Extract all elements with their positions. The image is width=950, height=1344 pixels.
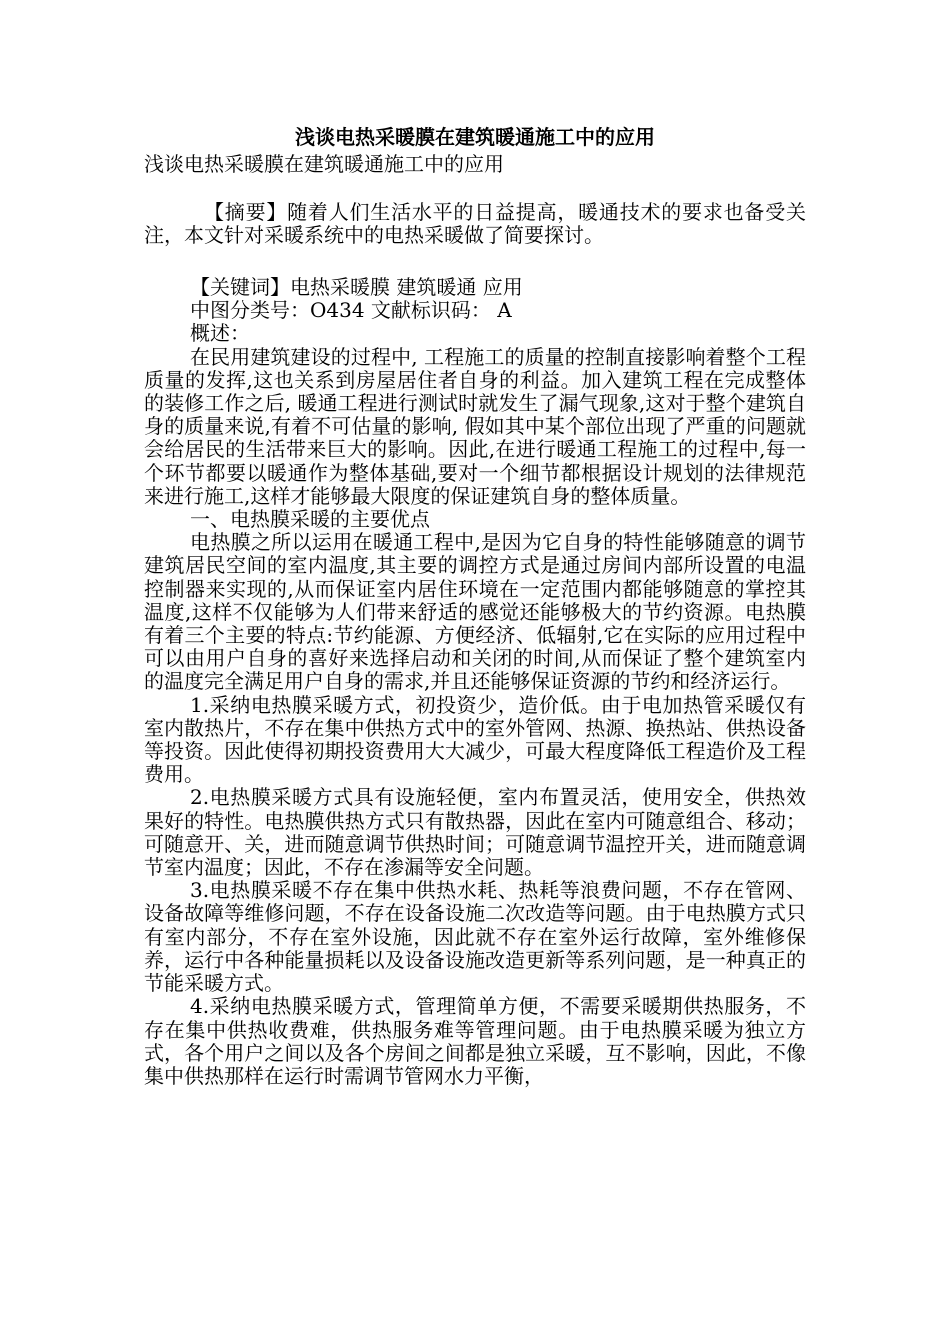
overview-label: 概述： bbox=[190, 321, 250, 346]
abstract-paragraph: 【摘要】随着人们生活水平的日益提高，暖通技术的要求也备受关注，本文针对采暖系统中的电热采暖做了简要探讨。 bbox=[144, 200, 806, 248]
list-item: 3.电热膜采暖不存在集中供热水耗、热耗等浪费问题，不存在管网、设备故障等维修问题，不存在设备设施二次改造等问题。由于电热膜方式只有室内部分，不存在室外设施，因此就不存在室外运行故障，室外维修保养，运行中各种能量损耗以及设备设施改造更新等系列问题，是一种真正的节能采暖方式。 bbox=[144, 878, 806, 996]
list-item: 2.电热膜采暖方式具有设施轻便，室内布置灵活，使用安全，供热效果好的特性。电热膜供热方式只有散热器，因此在室内可随意组合、移动；可随意开、关，进而随意调节供热时间；可随意调节温控开关，进而随意调节室内温度；因此，不存在渗漏等安全问题。 bbox=[144, 785, 806, 880]
section-heading: 一、电热膜采暖的主要优点 bbox=[190, 507, 430, 532]
list-item: 4.采纳电热膜采暖方式，管理简单方便，不需要采暖期供热服务，不存在集中供热收费难，供热服务难等管理问题。由于电热膜采暖为独立方式，各个用户之间以及各个房间之间都是独立采暖，互不影响，因此，不像集中供热那样在运行时需调节管网水力平衡， bbox=[144, 994, 806, 1088]
list-item: 1.采纳电热膜采暖方式，初投资少，造价低。由于电加热管采暖仅有室内散热片，不存在集中供热方式中的室外管网、热源、换热站、供热设备等投资。因此使得初期投资费用大大减少，可最大程度降低工程造价及工程费用。 bbox=[144, 692, 806, 787]
article-body bbox=[144, 276, 806, 1088]
keywords-line: 【关键词】电热采暖膜 建筑暖通 应用 bbox=[190, 275, 523, 299]
document-subtitle: 浅谈电热采暖膜在建筑暖通施工中的应用 bbox=[144, 152, 504, 176]
body-paragraph: 电热膜之所以运用在暖通工程中,是因为它自身的特性能够随意的调节建筑居民空间的室内温度,其主要的调控方式是通过房间内部所设置的电温控制器来实现的,从而保证室内居住环境在一定范围内都能够随意的掌控其温度,这样不仅能够为人们带来舒适的感觉还能够极大的节约资源。电热膜有着三个主要的特点:节约能源、方便经济、低辐射,它在实际的应用过程中可以由用户自身的喜好来选择启动和关闭的时间,从而保证了整个建筑室内的温度完全满足用户自身的需求,并且还能够保证资源的节约和经济运行。 bbox=[144, 530, 806, 694]
document-title: 浅谈电热采暖膜在建筑暖通施工中的应用 bbox=[295, 125, 655, 149]
classification-line: 中图分类号：O434 文献标识码： A bbox=[190, 298, 512, 323]
body-paragraph: 在民用建筑建设的过程中, 工程施工的质量的控制直接影响着整个工程质量的发挥,这也关系到房屋居住者自身的利益。加入建筑工程在完成整体的装修工作之后, 暖通工程进行测试时就发生了漏气现象,这对于整个建筑自身的质量来说,有着不可估量的影响, 假如其中某个部位出现了严重的问题就会给居民的生活带来巨大的影响。因此,在进行暖通工程施工的过程中,每一个环节都要以暖通作为整体基础,要对一个细节都根据设计规划的法律规范来进行施工,这样才能够最大限度的保证建筑自身的整体质量。 bbox=[144, 344, 806, 508]
